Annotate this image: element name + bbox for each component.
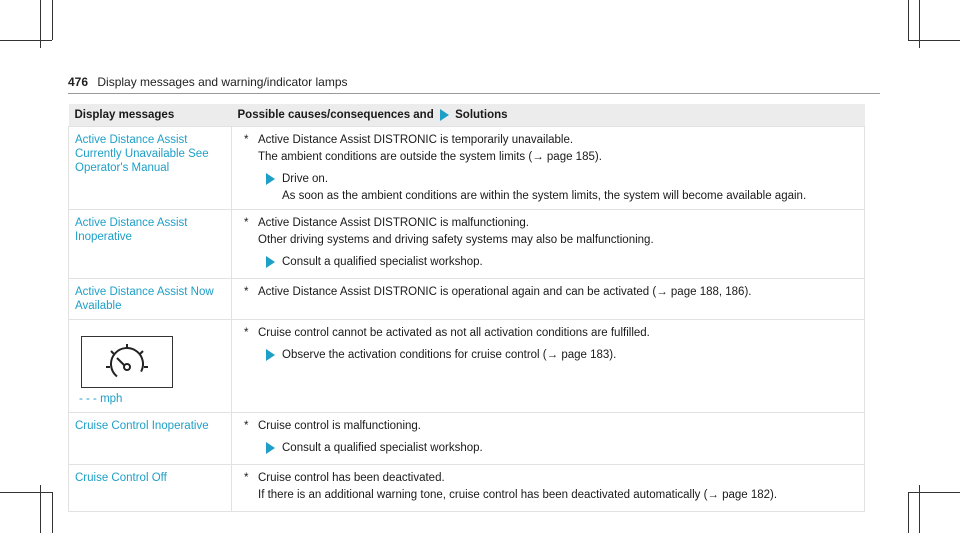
table-row [69, 279, 865, 320]
page-header [68, 75, 348, 89]
message-cell: Active Distance Assist Now Available [69, 279, 232, 320]
cause-cell: * Active Distance Assist DISTRONIC is operational again and can be activated (→ page 188, 186). [232, 279, 865, 320]
table-row [69, 465, 865, 512]
message-cell: Active Distance Assist Currently Unavailable See Operator's Manual [69, 127, 232, 210]
solution-text: Consult a qualified specialist workshop. [282, 442, 483, 454]
message-cell: Cruise Control Off [69, 465, 232, 512]
solution-extra-text: As soon as the ambient conditions are within the system limits, the system will become available again. [282, 190, 807, 202]
cause-text: Active Distance Assist DISTRONIC is malfunctioning. [258, 217, 529, 229]
cause-text: Cruise control cannot be activated as not all activation conditions are fulfilled. [258, 327, 650, 339]
cause-cell: * Active Distance Assist DISTRONIC is malfunctioning. Other driving systems and driving safety systems may also be malfunctioning. Consult a qualified specialist workshop. [232, 210, 865, 279]
cause-cell: * Cruise control cannot be activated as not all activation conditions are fulfilled. Observe the activation conditions for cruise control (→ page 183). [232, 320, 865, 413]
crop-mark [908, 492, 909, 533]
header-divider [68, 93, 880, 94]
solution-arrow-icon [266, 256, 275, 268]
crop-mark [52, 0, 53, 40]
cause-text: Cruise control has been deactivated. [258, 472, 445, 484]
message-cell [69, 320, 232, 413]
cause-cell: * Cruise control is malfunctioning. Consult a qualified specialist workshop. [232, 413, 865, 465]
solution-text: Observe the activation conditions for cruise control (→ page 183). [282, 349, 617, 361]
table-header-row [69, 104, 865, 127]
column-header-messages: Display messages [69, 104, 232, 127]
crop-mark [908, 492, 960, 493]
message-cell: Cruise Control Inoperative [69, 413, 232, 465]
table-row [69, 413, 865, 465]
detail-text: The ambient conditions are outside the system limits (→ page 185). [258, 151, 602, 163]
solution-arrow-icon [266, 442, 275, 454]
messages-table [68, 104, 865, 512]
message-cell: Active Distance Assist Inoperative [69, 210, 232, 279]
cause-text: Active Distance Assist DISTRONIC is operational again and can be activated (→ page 188, 186). [258, 286, 752, 298]
table-row [69, 210, 865, 279]
speed-unit-label: - - - mph [79, 393, 123, 405]
page-number: 476 [68, 75, 89, 89]
cause-text: Cruise control is malfunctioning. [258, 420, 421, 432]
cause-text: Active Distance Assist DISTRONIC is temporarily unavailable. [258, 134, 574, 146]
crop-mark [0, 40, 52, 41]
crop-mark [908, 0, 909, 40]
table-row [69, 320, 865, 413]
column-header-solutions-text: Solutions [455, 109, 508, 122]
arrow-right-icon [440, 109, 449, 121]
detail-text: Other driving systems and driving safety systems may also be malfunctioning. [258, 234, 654, 246]
solution-arrow-icon [266, 173, 275, 185]
cause-cell: * Active Distance Assist DISTRONIC is temporarily unavailable. The ambient conditions are outside the system limits (→ page 185). Drive on. As soon as the ambient conditions are within the system limits, the system will become available again. [232, 127, 865, 210]
solution-arrow-icon [266, 349, 275, 361]
solution-text: Consult a qualified specialist workshop. [282, 256, 483, 268]
speedometer-icon [81, 336, 173, 388]
detail-text: If there is an additional warning tone, cruise control has been deactivated automatically (→ page 182). [258, 489, 778, 501]
crop-mark [52, 492, 53, 533]
crop-mark [0, 492, 52, 493]
cause-cell: * Cruise control has been deactivated. If there is an additional warning tone, cruise control has been deactivated automatically (→ page 182). [232, 465, 865, 512]
column-header-causes-text: Possible causes/consequences and [237, 109, 434, 122]
crop-mark [908, 40, 960, 41]
table-row [69, 127, 865, 210]
page-title: Display messages and warning/indicator lamps [97, 75, 348, 89]
solution-text: Drive on. [282, 173, 329, 185]
column-header-causes [232, 104, 865, 127]
